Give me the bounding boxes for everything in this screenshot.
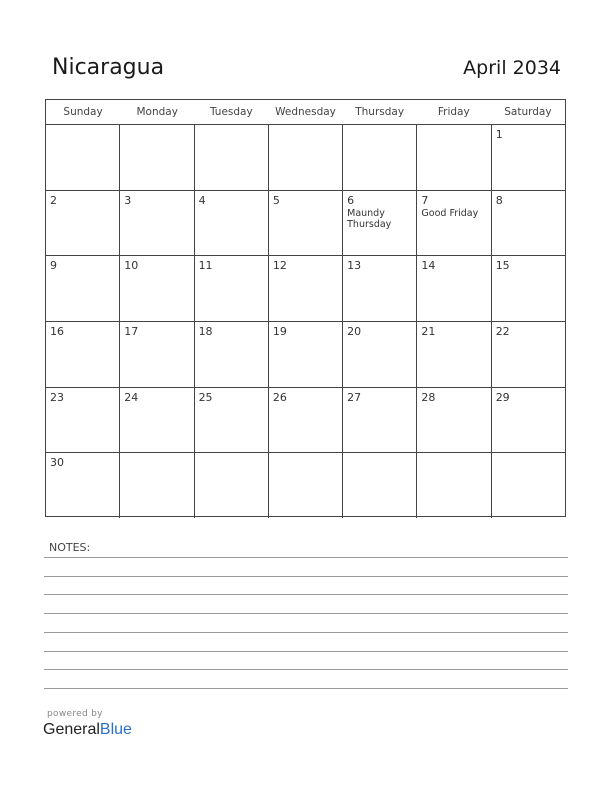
day-number: 16 xyxy=(50,325,64,339)
day-cell xyxy=(343,388,417,453)
day-number: 2 xyxy=(50,193,57,207)
day-number: 3 xyxy=(124,193,132,207)
day-cell xyxy=(269,453,343,518)
day-cell xyxy=(46,388,120,453)
day-cell xyxy=(417,125,491,190)
week-row xyxy=(46,256,565,322)
weekday-header: Tuesday xyxy=(209,106,253,118)
brand-name-part1: General xyxy=(43,721,100,738)
day-cell xyxy=(492,388,565,453)
day-number: 13 xyxy=(347,259,362,273)
weeks-container xyxy=(46,125,565,518)
day-cell xyxy=(195,256,269,321)
day-number: 21 xyxy=(421,325,436,339)
weekday-header: Wednesday xyxy=(275,106,336,118)
day-number: 26 xyxy=(272,390,287,404)
weekday-header: Saturday xyxy=(504,106,552,118)
day-number: 17 xyxy=(124,325,139,339)
day-number: 28 xyxy=(421,390,436,404)
week-row xyxy=(46,453,565,518)
week-row xyxy=(46,191,565,257)
day-number: 22 xyxy=(495,325,510,339)
brand-logo[interactable] xyxy=(43,721,132,739)
day-cell xyxy=(417,322,491,387)
weekday-header: Sunday xyxy=(63,106,103,118)
weekday-header-row xyxy=(46,100,565,125)
day-cell xyxy=(120,322,194,387)
day-cell xyxy=(269,191,343,256)
day-number: 5 xyxy=(272,193,280,207)
note-line xyxy=(44,594,568,595)
day-number: 14 xyxy=(421,259,436,273)
day-cell xyxy=(417,388,491,453)
day-cell xyxy=(492,322,565,387)
note-line xyxy=(44,651,568,652)
day-number: 12 xyxy=(272,259,287,273)
powered-by-text: powered by xyxy=(47,709,103,719)
day-cell xyxy=(343,125,417,190)
day-cell xyxy=(492,453,565,518)
weekday-header: Friday xyxy=(437,106,470,118)
day-cell xyxy=(195,322,269,387)
day-cell xyxy=(269,125,343,190)
notes-label: NOTES: xyxy=(49,541,91,554)
day-cell xyxy=(492,125,565,190)
day-cell xyxy=(343,322,417,387)
holiday-label: Maundy Thursday xyxy=(347,207,392,231)
note-line xyxy=(44,576,568,577)
day-cell xyxy=(195,191,269,256)
country-title: Nicaragua xyxy=(52,55,165,80)
day-number: 8 xyxy=(495,193,503,207)
day-cell xyxy=(46,191,120,256)
day-cell xyxy=(46,322,120,387)
day-cell xyxy=(195,388,269,453)
day-cell xyxy=(195,453,269,518)
weekday-header: Monday xyxy=(136,106,178,118)
note-line xyxy=(44,613,568,614)
note-line xyxy=(44,557,568,558)
week-row xyxy=(46,125,565,191)
month-year-title: April 2034 xyxy=(463,57,561,79)
day-number: 20 xyxy=(347,325,362,339)
day-cell xyxy=(269,256,343,321)
day-number: 9 xyxy=(50,259,57,273)
day-cell xyxy=(120,388,194,453)
day-cell xyxy=(46,125,120,190)
day-number: 7 xyxy=(421,193,429,207)
week-row xyxy=(46,388,565,454)
day-number: 23 xyxy=(50,390,64,404)
day-number: 4 xyxy=(198,193,206,207)
day-number: 6 xyxy=(347,193,355,207)
weekday-header: Thursday xyxy=(355,106,405,118)
day-cell xyxy=(343,191,417,256)
day-cell xyxy=(343,453,417,518)
holiday-label: Good Friday xyxy=(421,207,479,219)
day-number: 30 xyxy=(50,456,64,470)
day-cell xyxy=(492,256,565,321)
day-cell xyxy=(120,256,194,321)
day-cell xyxy=(195,125,269,190)
day-cell xyxy=(120,191,194,256)
day-number: 19 xyxy=(272,325,287,339)
day-number: 15 xyxy=(495,259,510,273)
note-line xyxy=(44,669,568,670)
day-number: 24 xyxy=(124,390,139,404)
day-cell xyxy=(120,125,194,190)
week-row xyxy=(46,322,565,388)
day-cell xyxy=(343,256,417,321)
day-number: 10 xyxy=(124,259,139,273)
day-cell xyxy=(269,322,343,387)
day-number: 11 xyxy=(198,259,213,273)
day-cell xyxy=(46,453,120,518)
day-cell xyxy=(120,453,194,518)
day-cell xyxy=(46,256,120,321)
day-cell xyxy=(492,191,565,256)
day-cell xyxy=(417,256,491,321)
day-number: 18 xyxy=(198,325,213,339)
day-cell xyxy=(417,453,491,518)
day-cell xyxy=(417,191,491,256)
day-number: 29 xyxy=(495,390,510,404)
note-line xyxy=(44,632,568,633)
day-number: 25 xyxy=(198,390,213,404)
brand-name-part2: Blue xyxy=(99,721,132,738)
day-number: 1 xyxy=(495,128,503,141)
note-line xyxy=(44,688,568,689)
calendar-grid xyxy=(45,99,566,517)
day-cell xyxy=(269,388,343,453)
day-number: 27 xyxy=(347,390,362,404)
